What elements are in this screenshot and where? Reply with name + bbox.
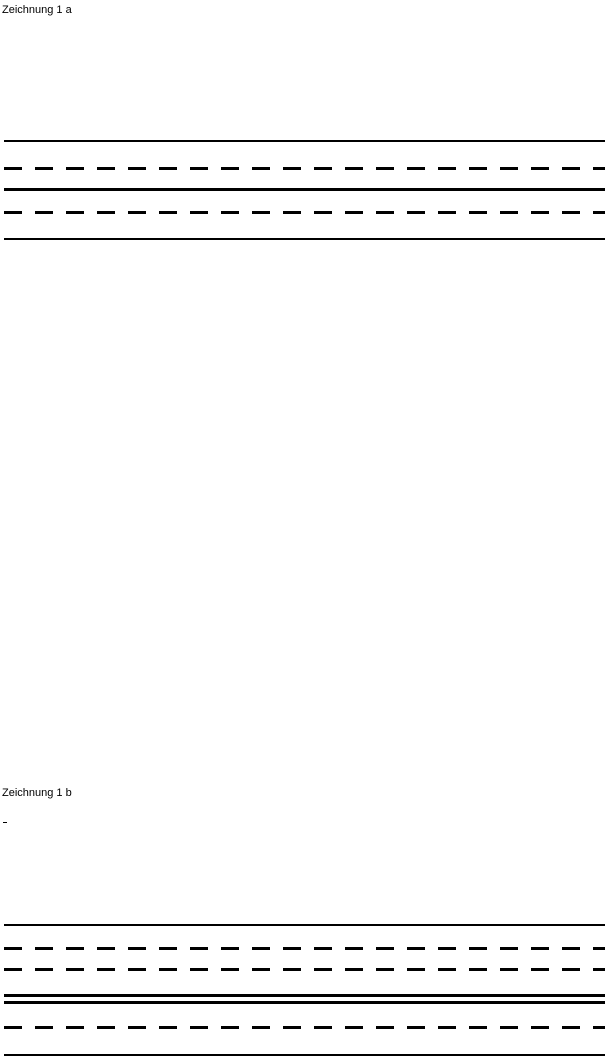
- lane-line-middle: [4, 968, 605, 971]
- lane-line-upper: [4, 947, 605, 950]
- center-line-lower: [4, 1001, 605, 1004]
- stray-mark: [3, 822, 7, 823]
- lane-line-lower: [4, 211, 605, 214]
- center-line: [4, 188, 605, 191]
- edge-line-bottom: [4, 238, 605, 240]
- center-line-upper: [4, 994, 605, 997]
- figure-caption-1b: Zeichnung 1 b: [2, 787, 72, 799]
- lane-line-upper: [4, 167, 605, 170]
- lane-line-lower: [4, 1026, 605, 1029]
- figure-zeichnung-1a: [0, 0, 609, 390]
- figure-caption-1a: Zeichnung 1 a: [2, 4, 72, 16]
- edge-line-top: [4, 140, 605, 142]
- figure-zeichnung-1b: [0, 390, 609, 799]
- edge-line-top: [4, 924, 605, 926]
